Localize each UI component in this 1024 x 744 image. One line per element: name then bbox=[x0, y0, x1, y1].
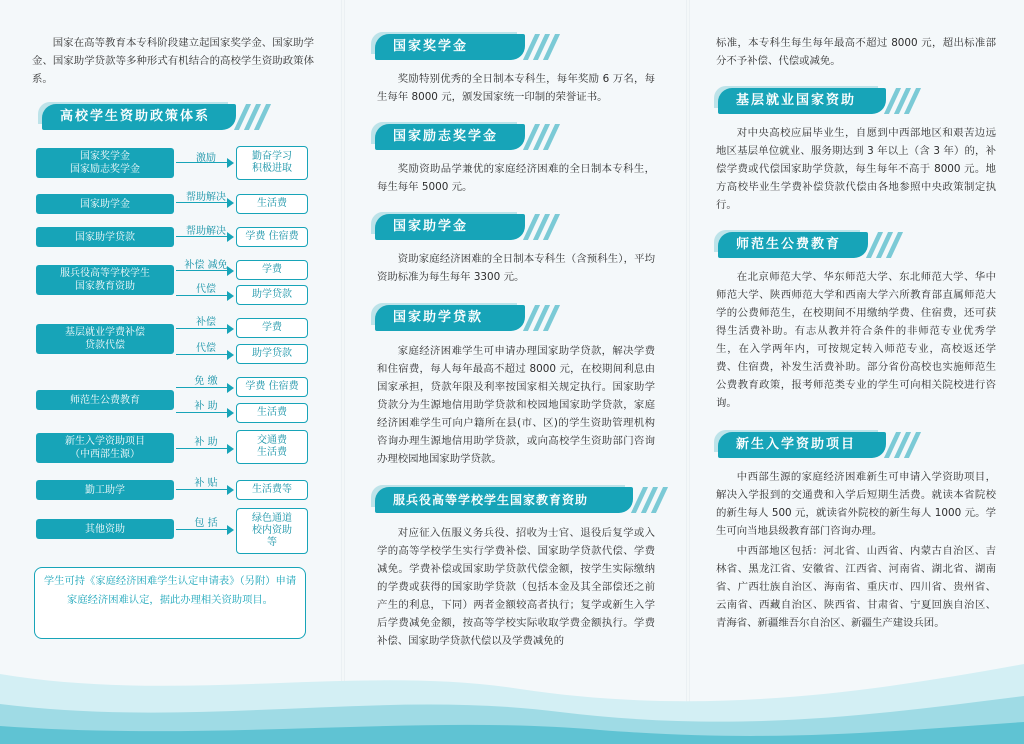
flow-arrow bbox=[176, 266, 234, 276]
section-title-student-loan: 国家助学贷款 bbox=[375, 305, 525, 331]
flow-target: 助学贷款 bbox=[236, 344, 308, 364]
flow-label: 帮助解决 bbox=[186, 192, 226, 203]
flow-box-loan: 国家助学贷款 bbox=[36, 227, 174, 247]
flow-label: 补偿 bbox=[196, 317, 216, 328]
section-title-military-aid: 服兵役高等学校学生国家教育资助 bbox=[375, 487, 633, 513]
panel-left bbox=[0, 0, 340, 744]
flow-target: 助学贷款 bbox=[236, 285, 308, 305]
flow-arrow bbox=[176, 485, 234, 495]
flow-target: 绿色通道 校内资助 等 bbox=[236, 508, 308, 554]
section-text: 家庭经济困难学生可申请办理国家助学贷款，解决学费和住宿费，每人每年最高不超过 8000 元，在校期间利息由国家承担，贷款年限及利率按国家相关规定执行。国家助学贷款分为生源地信用助学贷款和校园地国家助学贷款，家庭经济困难学生可向户籍所在县(市、区)的学生资助管理机构咨询办理生源地信用助学贷款，或向高校学生资助部门咨询办理校园地国家助学贷款。 bbox=[377, 345, 655, 465]
flow-label: 代偿 bbox=[196, 343, 216, 354]
flow-label: 帮助解决 bbox=[186, 226, 226, 237]
flow-target: 学费 住宿费 bbox=[236, 377, 308, 397]
flow-label: 代偿 bbox=[196, 284, 216, 295]
flow-box-normal-student: 师范生公费教育 bbox=[36, 390, 174, 410]
flow-arrow bbox=[176, 232, 234, 242]
flow-box-grant: 国家助学金 bbox=[36, 194, 174, 214]
flow-arrow bbox=[176, 408, 234, 418]
flow-target: 生活费 bbox=[236, 194, 308, 214]
flow-box-freshman: 新生入学资助项目 （中西部生源） bbox=[36, 433, 174, 463]
section-text: 奖励资助品学兼优的家庭经济困难的全日制本专科生，每生每年 5000 元。 bbox=[377, 163, 655, 193]
flow-arrow bbox=[176, 291, 234, 301]
section-text: 在北京师范大学、华东师范大学、东北师范大学、华中师范大学、陕西师范大学和西南大学六所教育部直属师范大学的公费师范生，在校期间不用缴纳学费、住宿费，还可获得生活费补助。有志从教并符合条件的非师范专业优秀学生，在入学两年内，可按规定转入师范专业，高校返还学费、住宿费，补发生活费补助。部分省份高校也实施师范生公费教育政策，报考师范类专业的学生可向相关院校进行咨询。 bbox=[716, 271, 996, 409]
flow-box-work-study: 勤工助学 bbox=[36, 480, 174, 500]
flow-arrow bbox=[176, 198, 234, 208]
intro-text: 国家在高等教育本专科阶段建立起国家奖学金、国家助学金、国家助学贷款等多种形式有机结合的高校学生资助政策体系。 bbox=[32, 37, 314, 85]
section-title-grassroots-aid: 基层就业国家资助 bbox=[718, 88, 886, 114]
section-text: 资助家庭经济困难的全日制本专科生（含预科生），平均资助标准为每生每年 3300 元。 bbox=[377, 253, 655, 283]
flow-target: 生活费 bbox=[236, 403, 308, 423]
wave-decoration bbox=[0, 634, 1024, 744]
flow-arrow bbox=[176, 350, 234, 360]
flow-arrow bbox=[176, 324, 234, 334]
flow-arrow bbox=[176, 525, 234, 535]
continuation-text: 标准，本专科生每生每年最高不超过 8000 元，超出标准部分不予补偿、代偿或减免。 bbox=[716, 37, 996, 67]
flow-label: 补 助 bbox=[194, 401, 218, 412]
section-text: 奖励特别优秀的全日制本专科生，每年奖励 6 万名，每生每年 8000 元，颁发国家统一印制的荣誉证书。 bbox=[377, 73, 655, 103]
flow-label: 包 括 bbox=[194, 518, 218, 529]
section-title-normal-education: 师范生公费教育 bbox=[718, 232, 868, 258]
section-title-policy-system: 高校学生资助政策体系 bbox=[42, 104, 236, 130]
regions-text: 中西部地区包括：河北省、山西省、内蒙古自治区、吉林省、黑龙江省、安徽省、江西省、河南省、湖北省、湖南省、广西壮族自治区、海南省、重庆市、四川省、贵州省、云南省、西藏自治区、陕西省、甘肃省、宁夏回族自治区、青海省、新疆维吾尔自治区、新疆生产建设兵团。 bbox=[716, 545, 996, 629]
flow-target: 学费 住宿费 bbox=[236, 227, 308, 247]
flow-label: 激励 bbox=[196, 153, 216, 164]
flow-box-other: 其他资助 bbox=[36, 519, 174, 539]
flow-label: 补偿 减免 bbox=[184, 260, 228, 271]
flow-arrow bbox=[176, 158, 234, 168]
section-text: 对中央高校应届毕业生，自愿到中西部地区和艰苦边远地区基层单位就业、服务期达到 3 年以上（含 3 年）的，补偿学费或代偿国家助学贷款，每生每年不高于 8000 元。地方高校毕业生学费补偿贷款代偿由各地参照中央政策制定执行。 bbox=[716, 127, 996, 211]
flow-target: 生活费等 bbox=[236, 480, 308, 500]
flow-arrow bbox=[176, 383, 234, 393]
flow-target: 学费 bbox=[236, 260, 308, 280]
flow-target: 勤奋学习 积极进取 bbox=[236, 146, 308, 180]
section-title-national-grant: 国家助学金 bbox=[375, 214, 525, 240]
flow-target: 交通费 生活费 bbox=[236, 430, 308, 464]
section-text: 中西部生源的家庭经济困难新生可申请入学资助项目，解决入学报到的交通费和入学后短期生活费。就读本省院校的新生每人 500 元，就读省外院校的新生每人 1000 元。学生可向当地县级教育部门咨询办理。 bbox=[716, 471, 996, 537]
flow-label: 补 助 bbox=[194, 437, 218, 448]
flow-arrow bbox=[176, 444, 234, 454]
section-title-freshman-aid: 新生入学资助项目 bbox=[718, 432, 886, 458]
panel-right bbox=[690, 0, 1024, 744]
section-title-encouragement-scholarship: 国家励志奖学金 bbox=[375, 124, 525, 150]
flow-label: 免 缴 bbox=[194, 376, 218, 387]
application-note: 学生可持《家庭经济困难学生认定申请表》（另附）申请家庭经济困难认定，据此办理相关资助项目。 bbox=[34, 567, 306, 639]
flow-target: 学费 bbox=[236, 318, 308, 338]
flow-box-scholarship: 国家奖学金 国家励志奖学金 bbox=[36, 148, 174, 178]
section-text: 对应征入伍服义务兵役、招收为士官、退役后复学或入学的高等学校学生实行学费补偿、国家助学贷款代偿、学费减免。学费补偿或国家助学贷款代偿金额，按学生实际缴纳的学费或获得的国家助学贷款（包括本金及其全部偿还之前产生的利息，下同）两者金额较高者执行；复学或新生入学后学费减免金额，按高等学校实际收取学费金额执行。学费补偿、国家助学贷款代偿以及学费减免的 bbox=[377, 527, 655, 647]
section-title-national-scholarship: 国家奖学金 bbox=[375, 34, 525, 60]
panel-middle bbox=[345, 0, 685, 744]
flow-box-military: 服兵役高等学校学生 国家教育资助 bbox=[36, 265, 174, 295]
flow-box-grassroots: 基层就业学费补偿 贷款代偿 bbox=[36, 324, 174, 354]
flow-label: 补 贴 bbox=[194, 478, 218, 489]
